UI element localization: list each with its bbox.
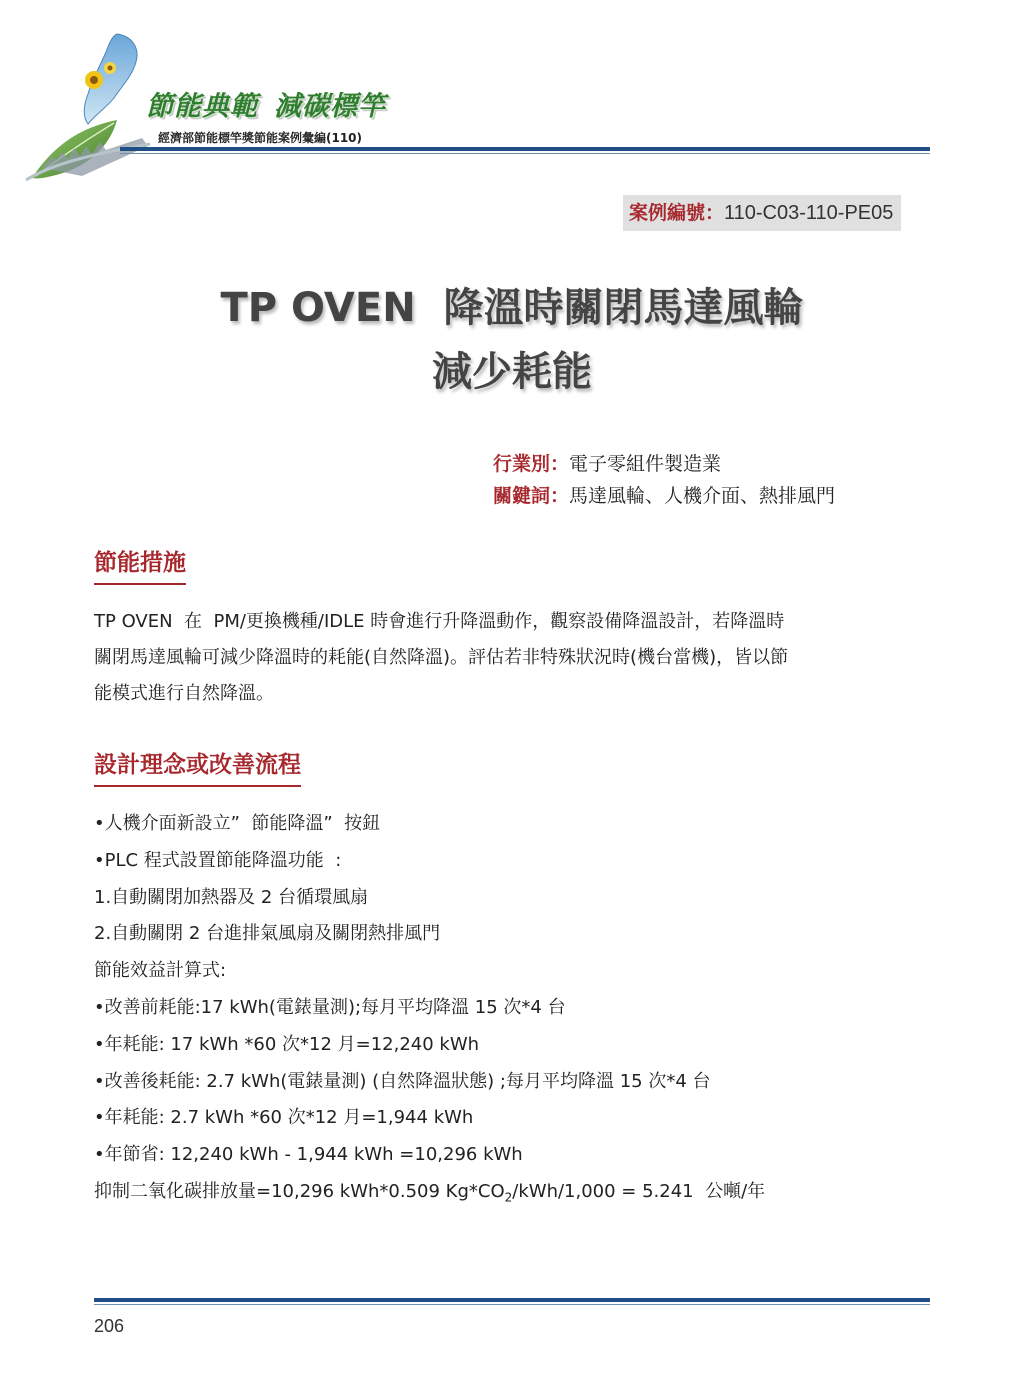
list-item: •年耗能: 17 kWh *60 次*12 月=12,240 kWh [94,1033,480,1055]
list-item: •改善後耗能: 2.7 kWh(電錶量測) (自然降溫狀態) ;每月平均降溫 15 次*4 台 [94,1070,711,1092]
carbon-subscript: 2 [504,1190,513,1205]
paragraph-line: TP OVEN 在 PM/更換機種/IDLE 時會進行升降溫動作，觀察設備降溫設計，若降溫時 [94,611,785,632]
design-list [94,806,930,1216]
brand-subtitle: 經濟部節能標竿獎節能案例彙編(110) [158,131,363,145]
list-item: 2.自動關閉 2 台進排氣風扇及關閉熱排風門 [94,923,441,945]
case-number-value: 110-C03-110-PE05 [724,202,894,224]
industry-label: 行業別： [493,453,570,475]
measures-paragraph [94,604,930,712]
paragraph-line: 能模式進行自然降溫。 [94,683,274,704]
keywords-row [493,480,835,512]
keywords-value: 馬達風輪、人機介面、熱排風門 [569,485,836,507]
page-title-line2: 減少耗能 [432,349,592,395]
case-number-box [623,195,901,231]
list-item: •PLC 程式設置節能降溫功能 : [94,849,342,871]
list-item: •年耗能: 2.7 kWh *60 次*12 月=1,944 kWh [94,1107,474,1129]
list-item: •年節省: 12,240 kWh - 1,944 kWh =10,296 kWh [94,1144,523,1166]
page-title-line1: TP OVEN 降溫時關閉馬達風輪 [220,285,804,331]
brand-title-part1: 節能典範 [146,91,258,122]
list-item: •人機介面新設立” 節能降溫” 按鈕 [94,813,381,834]
carbon-reduction-line [94,1174,930,1216]
footer-divider [94,1298,930,1302]
brand-title-part2: 減碳標竿 [274,91,386,122]
section-heading-design: 設計理念或改善流程 [94,747,301,787]
carbon-prefix: 抑制二氧化碳排放量=10,296 kWh*0.509 Kg*CO [94,1180,505,1202]
list-item: •改善前耗能:17 kWh(電錶量測);每月平均降溫 15 次*4 台 [94,996,566,1018]
list-item: 節能效益計算式: [94,960,227,982]
keywords-label: 關鍵詞： [493,485,570,507]
case-number-label: 案例編號： [629,202,725,224]
industry-value: 電子零組件製造業 [569,453,722,475]
brand-title [146,84,386,123]
case-meta [493,448,835,512]
carbon-suffix: /kWh/1,000 = 5.241 公噸/年 [512,1180,766,1202]
industry-row [493,448,835,480]
footer-divider-thin [94,1304,930,1305]
page-title [0,276,1024,404]
header-divider [120,147,930,151]
section-heading-measures: 節能措施 [94,545,186,585]
header-divider-thin [120,153,930,154]
list-item: 1.自動關閉加熱器及 2 台循環風扇 [94,886,369,908]
page-number: 206 [94,1316,125,1336]
page-header [0,0,1024,190]
paragraph-line: 關閉馬達風輪可減少降溫時的耗能(自然降溫)。評估若非特殊狀況時(機台當機)，皆以節 [94,647,789,668]
